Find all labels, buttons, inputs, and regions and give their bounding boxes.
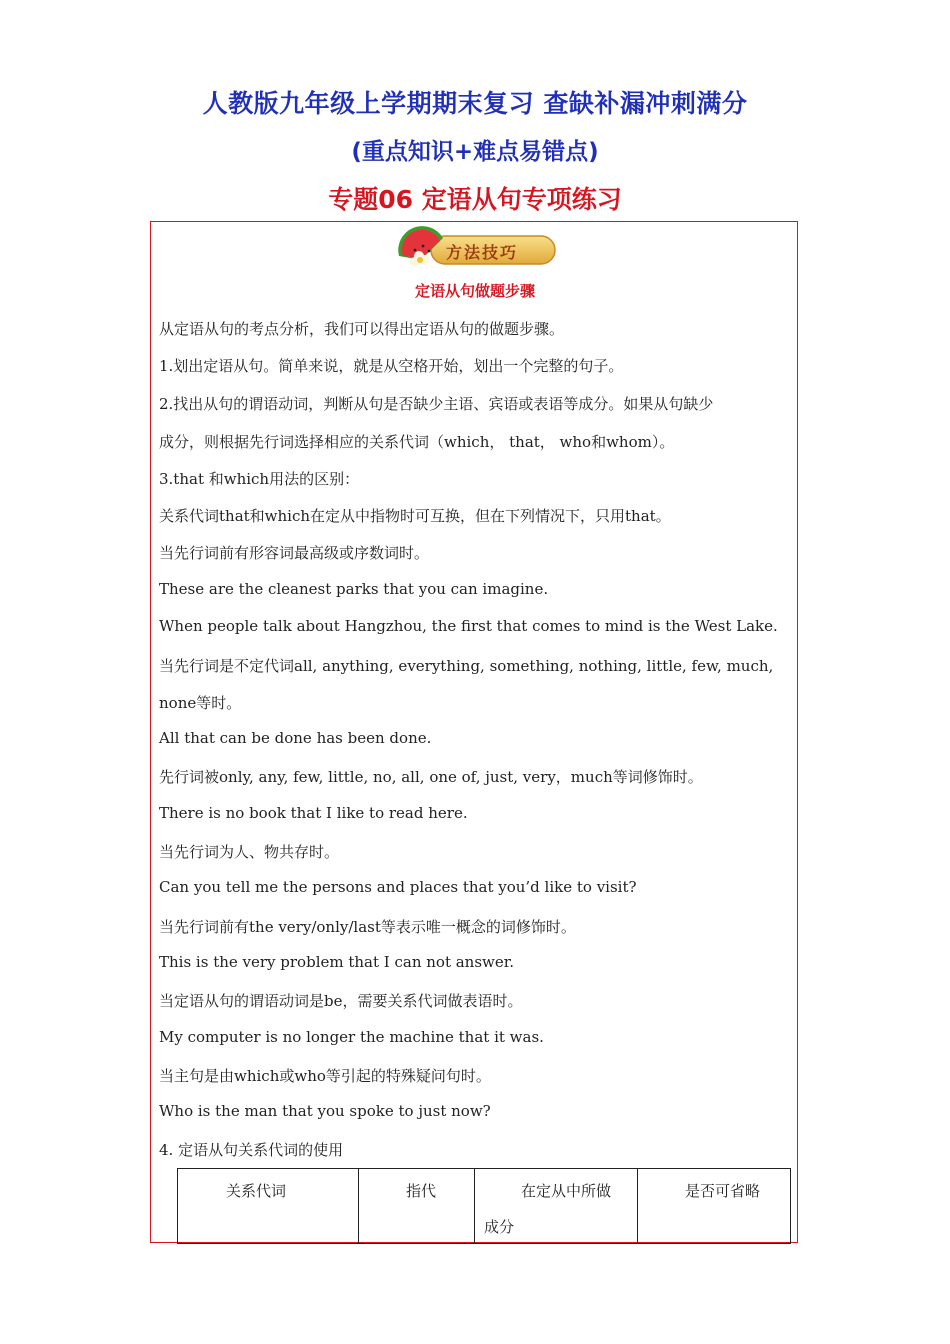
relative-pronoun-table [177, 1168, 791, 1244]
method-badge-label: 方法技巧 [446, 243, 519, 262]
page-title-line-1: 人教版九年级上学期期末复习 查缺补漏冲刺满分 [202, 89, 748, 118]
text-line: 当先行词是不定代词all, anything, everything, something, nothing, little, few, much, [159, 657, 774, 675]
text-line: 从定语从句的考点分析，我们可以得出定语从句的做题步骤。 [159, 320, 565, 338]
text-line: 当定语从句的谓语动词是be，需要关系代词做表语时。 [159, 992, 523, 1010]
text-line: These are the cleanest parks that you can imagine. [159, 580, 549, 598]
text-line: Who is the man that you spoke to just now? [159, 1102, 491, 1120]
table-header-function: 在定从中所做 [521, 1182, 612, 1200]
table-header-pronoun: 关系代词 [226, 1182, 287, 1200]
text-line: none等时。 [159, 694, 242, 712]
page-title-line-2: (重点知识+难点易错点) [351, 139, 599, 165]
text-line: There is no book that I like to read here. [159, 804, 468, 822]
text-line: 1.划出定语从句。简单来说，就是从空格开始，划出一个完整的句子。 [159, 357, 624, 375]
text-line: 2.找出从句的谓语动词，判断从句是否缺少主语、宾语或表语等成分。如果从句缺少 [159, 395, 714, 413]
text-line: 当主句是由which或who等引起的特殊疑问句时。 [159, 1067, 491, 1085]
text-line: This is the very problem that I can not answer. [159, 953, 515, 971]
text-line: My computer is no longer the machine that it was. [159, 1028, 544, 1046]
text-line: Can you tell me the persons and places that you’d like to visit? [159, 878, 637, 896]
table-header-function-cont: 成分 [484, 1218, 515, 1236]
page-title-line-3: 专题06 定语从句专项练习 [328, 185, 622, 214]
text-line: All that can be done has been done. [159, 729, 432, 747]
text-line: When people talk about Hangzhou, the first that comes to mind is the West Lake. [159, 617, 778, 635]
table-header-omittable: 是否可省略 [685, 1182, 761, 1200]
text-line: 4. 定语从句关系代词的使用 [159, 1141, 344, 1159]
table-header-reference: 指代 [406, 1182, 437, 1200]
text-line: 成分，则根据先行词选择相应的关系代词（which， that， who和whom）。 [159, 433, 675, 451]
text-line: 当先行词为人、物共存时。 [159, 843, 340, 861]
text-line: 当先行词前有the very/only/last等表示唯一概念的词修饰时。 [159, 918, 576, 936]
text-line: 先行词被only, any, few, little, no, all, one of, just, very，much等词修饰时。 [159, 768, 703, 786]
text-line: 当先行词前有形容词最高级或序数词时。 [159, 544, 430, 562]
text-line: 3.that 和which用法的区别： [159, 470, 360, 488]
text-line: 关系代词that和which在定从中指物时可互换，但在下列情况下，只用that。 [159, 507, 671, 525]
section-subheading: 定语从句做题步骤 [414, 282, 535, 300]
